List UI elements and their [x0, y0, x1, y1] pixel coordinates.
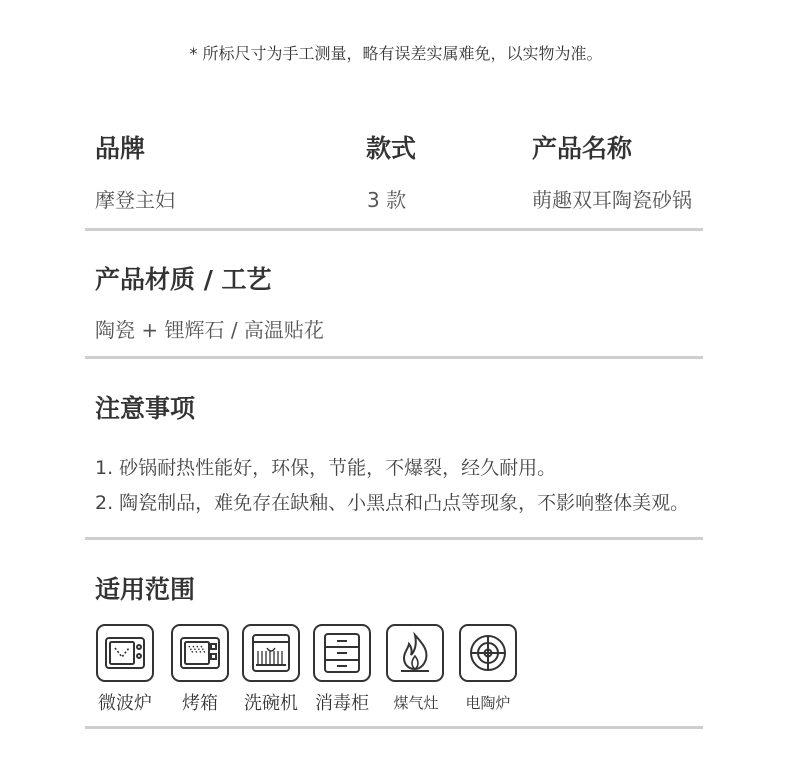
measurement-note: * 所标尺寸为手工测量，略有误差实属难免，以实物为准。 [189, 44, 603, 63]
usage-label-microwave: 微波炉 [98, 693, 152, 714]
gas-stove-icon [386, 624, 444, 682]
usage-label-gas-stove: 煤气灶 [393, 694, 439, 712]
usage-label-dishwasher: 洗碗机 [244, 693, 298, 714]
notice-item: 2. 陶瓷制品，难免存在缺釉、小黑点和凸点等现象，不影响整体美观。 [95, 492, 690, 514]
oven-icon [171, 624, 229, 682]
divider [85, 356, 703, 359]
sterilizer-cabinet-icon [313, 624, 371, 682]
style-value: 3 款 [367, 188, 407, 212]
brand-header: 品牌 [95, 134, 146, 163]
material-header: 产品材质 / 工艺 [95, 265, 272, 294]
product-name-header: 产品名称 [532, 134, 633, 163]
usage-header: 适用范围 [95, 575, 196, 604]
microwave-icon [96, 624, 154, 682]
notice-item: 1. 砂锅耐热性能好，环保，节能，不爆裂，经久耐用。 [95, 457, 557, 479]
material-value: 陶瓷 + 锂辉石 / 高温贴花 [95, 318, 324, 342]
product-name-value: 萌趣双耳陶瓷砂锅 [532, 188, 692, 212]
usage-label-electric-ceramic-stove: 电陶炉 [465, 694, 511, 712]
style-header: 款式 [366, 134, 417, 163]
dishwasher-icon [242, 624, 300, 682]
brand-value: 摩登主妇 [95, 188, 175, 212]
usage-label-oven: 烤箱 [182, 693, 218, 714]
divider [85, 726, 703, 729]
usage-label-sterilizer: 消毒柜 [315, 693, 369, 714]
divider [85, 228, 703, 231]
electric-ceramic-stove-icon [459, 624, 517, 682]
notice-header: 注意事项 [95, 394, 196, 423]
divider [85, 537, 703, 540]
